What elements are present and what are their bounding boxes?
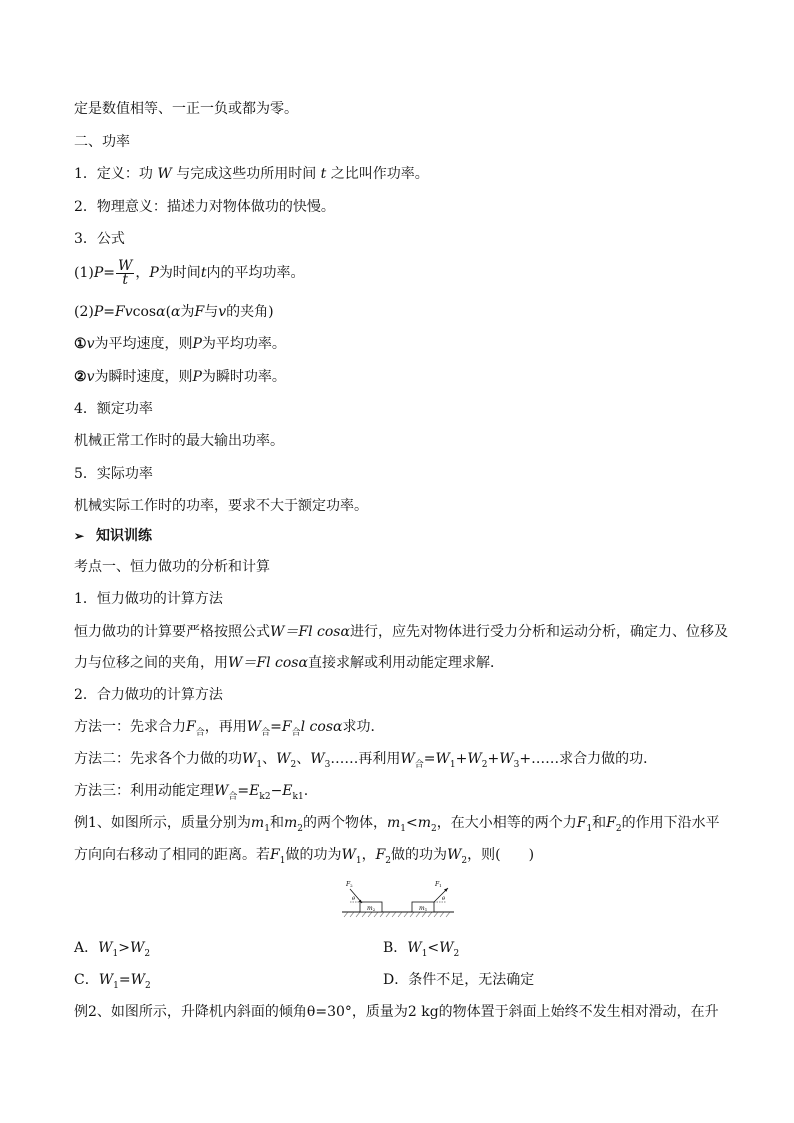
option-b[interactable] — [383, 937, 459, 961]
symbol: W — [130, 972, 145, 988]
subscript: 1 — [256, 760, 263, 770]
option-label: B． — [383, 940, 408, 956]
subscript: 2 — [481, 760, 488, 770]
symbol: = — [423, 751, 436, 767]
symbol: W — [447, 847, 462, 863]
subscript: 2 — [461, 856, 468, 866]
symbol: E — [249, 783, 260, 799]
subscript: 2 — [453, 949, 460, 959]
symbol: P — [149, 265, 159, 281]
subscript: 2 — [144, 949, 151, 959]
symbol: = — [118, 972, 131, 988]
symbol: Fv — [115, 304, 133, 320]
symbol: m — [386, 815, 401, 831]
formula: W＝Fl cosα — [270, 624, 350, 640]
text: 为瞬时功率。 — [201, 369, 286, 385]
text: ……求合力做的功． — [531, 751, 658, 767]
text: 4．额定功率 — [74, 401, 153, 417]
subscript: 合 — [414, 760, 424, 770]
subscript: 合 — [291, 728, 301, 738]
subscript: 1 — [586, 824, 593, 834]
symbol: W — [129, 940, 145, 956]
force-f1-label: F1 — [435, 881, 442, 888]
symbol: t — [320, 166, 327, 182]
text: 的夹角) — [226, 304, 274, 320]
text: 之比叫作功率。 — [330, 166, 429, 182]
circled-number: ① — [74, 336, 87, 352]
text: 方向向右移动了相同的距离。若 — [74, 847, 270, 863]
symbol: − — [270, 783, 283, 799]
text: (1) — [74, 265, 94, 281]
text: 机械正常工作时的最大输出功率。 — [74, 433, 284, 449]
subscript: 1 — [279, 856, 286, 866]
symbol: F — [194, 304, 205, 320]
text-line — [74, 333, 722, 355]
text-line — [74, 716, 722, 738]
text-line — [74, 652, 722, 674]
text: ……再利用 — [330, 751, 401, 767]
text: 3．公式 — [74, 231, 125, 247]
options-row — [74, 937, 722, 959]
text: ，则( ) — [467, 847, 535, 863]
symbol: F — [576, 815, 587, 831]
text: 为平均功率。 — [201, 336, 286, 352]
formula-line — [74, 258, 722, 288]
formula: W＝Fl cosα — [228, 655, 308, 671]
text: 进行，应先对物体进行受力分析和运动分析，确定力、位移及 — [349, 624, 728, 640]
symbol: P — [192, 369, 202, 385]
symbol: W — [435, 751, 450, 767]
text: 为 — [180, 304, 195, 320]
symbol: = — [237, 783, 250, 799]
text: 知识训练 — [96, 528, 152, 544]
text: 1．恒力做功的计算方法 — [74, 591, 223, 607]
subscript: k2 — [259, 792, 271, 802]
symbol: + — [519, 751, 532, 767]
text: 考点一、恒力做功的分析和计算 — [74, 559, 270, 575]
symbol: W — [467, 751, 482, 767]
subscript: 2 — [615, 824, 622, 834]
text: ， — [361, 847, 376, 863]
text: 例1、如图所示，质量分别为 — [74, 815, 251, 831]
text-line — [74, 463, 722, 485]
text: 5．实际功率 — [74, 466, 153, 482]
text: 例2、如图所示，升降机内斜面的倾角θ=30°，质量为2 kg的物体置于斜面上始终不发生相对滑动，在升 — [74, 1004, 719, 1020]
fraction — [116, 257, 134, 288]
option-d[interactable] — [383, 969, 534, 991]
text-line — [74, 556, 722, 578]
symbol: P — [93, 265, 104, 281]
text-line — [74, 163, 722, 185]
text: 与完成这些功所用时间 — [176, 166, 317, 182]
text-line — [74, 621, 728, 643]
symbol: W — [246, 719, 262, 735]
text: 2．物理意义：描述力对物体做功的快慢。 — [74, 199, 335, 215]
question-line — [74, 844, 722, 866]
symbol: F — [606, 815, 616, 831]
text: 方法二：先求各个力做的功 — [74, 751, 242, 767]
symbol: + — [487, 751, 500, 767]
text: 1．定义：功 — [74, 166, 153, 182]
symbol: W — [499, 751, 514, 767]
text: 为时间 — [158, 265, 201, 281]
symbol: W — [98, 972, 114, 988]
symbol: W — [310, 751, 325, 767]
text: 恒力做功的计算要严格按照公式 — [74, 624, 270, 640]
symbol: m — [283, 815, 298, 831]
option-a[interactable] — [74, 937, 150, 961]
text-line — [74, 430, 722, 452]
subscript: 1 — [112, 949, 119, 959]
subscript: 2 — [297, 824, 303, 834]
subscript: 3 — [324, 760, 331, 770]
text: ， — [135, 265, 150, 281]
subscript: 3 — [513, 760, 520, 770]
symbol: < — [427, 940, 440, 956]
text: 、 — [296, 751, 311, 767]
symbol: m — [250, 815, 265, 831]
angle-theta-label: θ — [442, 896, 446, 902]
subscript: 合 — [228, 792, 238, 802]
option-label: C． — [74, 972, 99, 988]
text: 方法三：利用动能定理 — [74, 783, 214, 799]
knowledge-heading — [74, 525, 722, 547]
subscript: 1 — [449, 760, 456, 770]
symbol: W — [400, 751, 415, 767]
text-line — [74, 398, 722, 420]
symbol: v — [86, 336, 95, 352]
block-m1-label: m1 — [419, 905, 428, 912]
denominator: t — [122, 271, 129, 288]
text: 二、功率 — [74, 134, 130, 150]
symbol: v — [86, 369, 95, 385]
question-line — [74, 1001, 722, 1023]
symbol: F — [270, 847, 280, 863]
symbol: W — [98, 940, 113, 956]
subscript: 1 — [421, 949, 428, 959]
symbol: E — [282, 783, 293, 799]
subscript: 1 — [113, 981, 119, 991]
subscript: 2 — [290, 760, 297, 770]
force-f2-label: F2 — [346, 881, 353, 888]
option-c[interactable] — [74, 969, 151, 993]
symbol: F — [186, 719, 196, 735]
text: 2．合力做功的计算方法 — [74, 687, 223, 703]
text: 与 — [204, 304, 219, 320]
symbol: = — [270, 719, 282, 735]
circled-number: ② — [74, 369, 87, 385]
symbol: > — [118, 940, 130, 956]
text: 求功． — [342, 719, 385, 735]
block-m2-label: m2 — [367, 905, 376, 912]
text: 的两个物体， — [302, 815, 387, 831]
text: 为瞬时速度，则 — [94, 369, 193, 385]
subscript: 1 — [264, 824, 270, 834]
text-line — [74, 228, 722, 250]
options-row — [74, 969, 722, 991]
text: ，在大小相等的两个力 — [436, 815, 577, 831]
symbol: t — [200, 265, 207, 281]
symbol: = — [103, 304, 115, 320]
symbol: F — [281, 719, 292, 735]
arrow-icon: ➢ — [74, 529, 85, 543]
subscript: 2 — [144, 981, 151, 991]
formula-line — [74, 301, 722, 323]
text: 和 — [592, 815, 607, 831]
text: 为平均速度，则 — [94, 336, 193, 352]
text-line — [74, 366, 722, 388]
symbol: < — [405, 815, 418, 831]
text-line — [74, 98, 722, 120]
subscript: 2 — [385, 856, 392, 866]
symbol: v — [218, 304, 227, 320]
text: 机械实际工作时的功率，要求不大于额定功率。 — [74, 498, 368, 514]
text: 力与位移之间的夹角，用 — [74, 655, 228, 671]
force-diagram — [338, 876, 458, 922]
text: 直接求解或利用动能定理求解． — [307, 655, 504, 671]
subscript: 合 — [261, 728, 271, 738]
numerator: W — [118, 257, 133, 274]
text-line — [74, 588, 722, 610]
subscript: 1 — [400, 824, 406, 834]
text: 定是数值相等、一正一负或都为零。 — [74, 101, 298, 117]
subscript: 合 — [195, 728, 205, 738]
text-line: 方法三：利用动能定理$W_合=E_{k2}-E_{k1}$. — [74, 783, 309, 802]
text: 的作用下沿水平 — [621, 815, 720, 831]
symbol: α — [171, 304, 181, 320]
symbol: P — [192, 336, 202, 352]
text: 和 — [269, 815, 284, 831]
symbol: W — [157, 166, 172, 182]
text: 方法一：先求合力 — [74, 719, 186, 735]
text: ( — [165, 304, 172, 320]
symbol: = — [103, 265, 115, 281]
text-line — [74, 196, 722, 218]
text-line — [74, 684, 722, 706]
symbol: m — [417, 815, 431, 831]
symbol: W — [407, 940, 422, 956]
text-line — [74, 495, 722, 517]
subscript: 2 — [430, 824, 437, 834]
symbol: W — [439, 940, 454, 956]
symbol: W — [341, 847, 356, 863]
symbol: W — [214, 783, 229, 799]
text: 、 — [262, 751, 277, 767]
option-label: D．条件不足，无法确定 — [383, 972, 535, 988]
symbol: l — [300, 719, 306, 735]
text: cos — [132, 304, 157, 320]
question-line — [74, 812, 722, 834]
text: 做的功为 — [391, 847, 448, 863]
text: ，再用 — [204, 719, 247, 735]
section-heading — [74, 131, 722, 153]
text: 内的平均功率。 — [206, 265, 305, 281]
symbol: P — [93, 304, 104, 320]
angle-theta-label: θ — [352, 896, 356, 902]
text: 做的功为 — [285, 847, 342, 863]
text: (2) — [74, 304, 94, 320]
symbol: + — [455, 751, 468, 767]
symbol: W — [276, 751, 291, 767]
subscript: 1 — [355, 856, 362, 866]
subscript: k1 — [292, 792, 304, 802]
symbol: α — [156, 304, 166, 320]
symbol: F — [375, 847, 386, 863]
ground-hatch — [344, 912, 450, 917]
option-label: A． — [74, 940, 99, 956]
symbol: cosα — [309, 719, 343, 735]
text-line — [74, 748, 722, 770]
symbol: W — [242, 751, 257, 767]
